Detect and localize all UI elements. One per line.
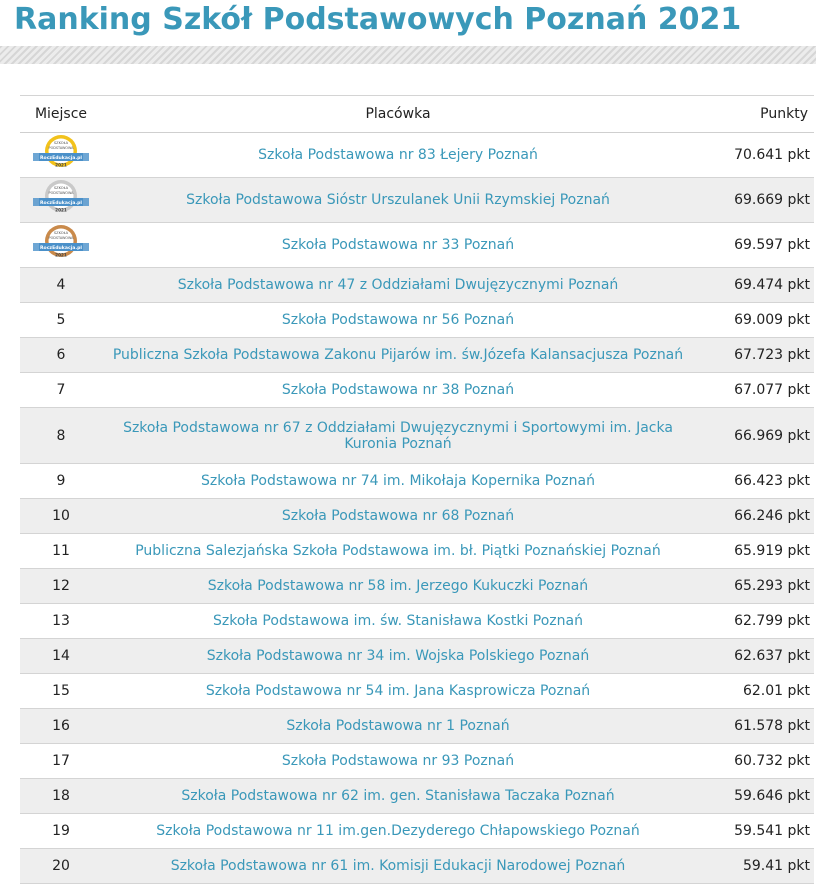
school-cell [102, 604, 694, 639]
table-row [20, 178, 814, 223]
school-cell [102, 338, 694, 373]
school-cell [102, 779, 694, 814]
svg-text:SZKOŁA: SZKOŁA [53, 231, 69, 235]
page-title: Ranking Szkół Podstawowych Poznań 2021 [14, 2, 742, 37]
rank-cell [20, 674, 102, 709]
school-link[interactable]: Szkoła Podstawowa nr 11 im.gen.Dezyderego Chłapowskiego Poznań [156, 823, 640, 839]
svg-text:RoczEdukacja.pl: RoczEdukacja.pl [40, 201, 82, 206]
school-cell [102, 709, 694, 744]
rank-number: 15 [52, 683, 70, 699]
school-link[interactable]: Szkoła Podstawowa nr 83 Łejery Poznań [258, 147, 538, 163]
svg-text:2021: 2021 [55, 162, 67, 168]
rank-number: 12 [52, 578, 70, 594]
table-row [20, 849, 814, 884]
rank-number: 17 [52, 753, 70, 769]
points-cell: 62.01 pkt [694, 674, 814, 709]
school-cell [102, 303, 694, 338]
svg-text:PODSTAWOWA: PODSTAWOWA [48, 236, 74, 240]
table-header-row [20, 96, 814, 133]
school-link[interactable]: Szkoła Podstawowa nr 62 im. gen. Stanisława Taczaka Poznań [181, 788, 615, 804]
school-link[interactable]: Szkoła Podstawowa nr 33 Poznań [281, 237, 515, 253]
rank-number: 11 [52, 543, 70, 559]
school-link[interactable]: Szkoła Podstawowa nr 34 im. Wojska Polskiego Poznań [206, 648, 590, 664]
points-cell: 67.723 pkt [694, 338, 814, 373]
rank-number: 6 [56, 347, 66, 363]
table-row [20, 408, 814, 464]
school-cell [102, 268, 694, 303]
school-cell [102, 464, 694, 499]
rank-number: 5 [56, 312, 66, 328]
points-cell: 61.578 pkt [694, 709, 814, 744]
rank-number: 9 [56, 473, 66, 489]
school-link[interactable]: Szkoła Podstawowa nr 93 Poznań [281, 753, 515, 769]
rank-number: 13 [52, 613, 70, 629]
points-cell: 69.669 pkt [694, 178, 814, 223]
rank-cell [20, 499, 102, 534]
school-link[interactable]: Publiczna Szkoła Podstawowa Zakonu Pijarów im. św.Józefa Kalansacjusza Poznań [112, 347, 684, 363]
svg-text:2021: 2021 [55, 252, 67, 258]
svg-text:RoczEdukacja.pl: RoczEdukacja.pl [40, 156, 82, 161]
points-cell: 62.799 pkt [694, 604, 814, 639]
table-row [20, 744, 814, 779]
column-header-points: Punkty [694, 96, 814, 133]
rank-number: 19 [52, 823, 70, 839]
school-link[interactable]: Szkoła Podstawowa nr 38 Poznań [281, 382, 515, 398]
table-row [20, 499, 814, 534]
school-cell [102, 639, 694, 674]
table-row [20, 709, 814, 744]
school-cell [102, 408, 694, 464]
points-cell: 67.077 pkt [694, 373, 814, 408]
gold-medal-icon [31, 133, 91, 177]
rank-number: 14 [52, 648, 70, 664]
school-cell [102, 133, 694, 178]
rank-cell [20, 373, 102, 408]
table-row [20, 133, 814, 178]
ranking-table [20, 95, 814, 884]
school-cell [102, 373, 694, 408]
rank-cell [20, 133, 102, 178]
school-cell [102, 814, 694, 849]
school-cell [102, 744, 694, 779]
table-row [20, 814, 814, 849]
rank-cell [20, 709, 102, 744]
table-row [20, 373, 814, 408]
table-row [20, 674, 814, 709]
school-link[interactable]: Szkoła Podstawowa nr 61 im. Komisji Edukacji Narodowej Poznań [170, 858, 626, 874]
bronze-medal-icon [31, 223, 91, 267]
school-link[interactable]: Szkoła Podstawowa nr 1 Poznań [286, 718, 510, 734]
column-header-place: Placówka [102, 96, 694, 133]
rank-cell [20, 639, 102, 674]
school-link[interactable]: Szkoła Podstawowa nr 54 im. Jana Kasprowicza Poznań [205, 683, 591, 699]
ranking-table-body [20, 133, 814, 884]
points-cell: 62.637 pkt [694, 639, 814, 674]
points-cell: 65.293 pkt [694, 569, 814, 604]
rank-number: 16 [52, 718, 70, 734]
rank-number: 4 [56, 277, 66, 293]
school-link[interactable]: Szkoła Podstawowa Sióstr Urszulanek Unii Rzymskiej Poznań [186, 192, 610, 208]
table-row [20, 604, 814, 639]
points-cell: 66.246 pkt [694, 499, 814, 534]
rank-cell [20, 604, 102, 639]
rank-number: 18 [52, 788, 70, 804]
school-link[interactable]: Szkoła Podstawowa nr 74 im. Mikołaja Kopernika Poznań [201, 473, 595, 489]
school-link[interactable]: Szkoła Podstawowa nr 67 z Oddziałami Dwujęzycznymi i Sportowymi im. Jacka Kuronia Poznań [123, 419, 673, 452]
svg-text:2021: 2021 [55, 207, 67, 213]
table-row [20, 303, 814, 338]
decorative-stripe [0, 46, 816, 64]
points-cell: 69.009 pkt [694, 303, 814, 338]
school-link[interactable]: Szkoła Podstawowa nr 68 Poznań [281, 508, 515, 524]
svg-text:RoczEdukacja.pl: RoczEdukacja.pl [40, 246, 82, 251]
table-row [20, 639, 814, 674]
points-cell: 59.541 pkt [694, 814, 814, 849]
rank-number: 7 [56, 382, 66, 398]
school-cell [102, 178, 694, 223]
table-row [20, 268, 814, 303]
rank-cell [20, 268, 102, 303]
points-cell: 66.969 pkt [694, 408, 814, 464]
column-header-rank: Miejsce [20, 96, 102, 133]
points-cell: 70.641 pkt [694, 133, 814, 178]
svg-text:SZKOŁA: SZKOŁA [53, 186, 69, 190]
school-link[interactable]: Szkoła Podstawowa nr 56 Poznań [281, 312, 515, 328]
school-cell [102, 223, 694, 268]
rank-cell [20, 744, 102, 779]
points-cell: 59.41 pkt [694, 849, 814, 884]
school-link[interactable]: Publiczna Salezjańska Szkoła Podstawowa im. bł. Piątki Poznańskiej Poznań [135, 543, 661, 559]
svg-text:SZKOŁA: SZKOŁA [53, 141, 69, 145]
rank-cell [20, 408, 102, 464]
rank-cell [20, 338, 102, 373]
rank-cell [20, 849, 102, 884]
svg-text:PODSTAWOWA: PODSTAWOWA [48, 191, 74, 195]
school-cell [102, 534, 694, 569]
school-link[interactable]: Szkoła Podstawowa im. św. Stanisława Kostki Poznań [213, 613, 583, 629]
table-row [20, 779, 814, 814]
school-link[interactable]: Szkoła Podstawowa nr 47 z Oddziałami Dwujęzycznymi Poznań [177, 277, 619, 293]
rank-cell [20, 303, 102, 338]
table-row [20, 338, 814, 373]
rank-cell [20, 814, 102, 849]
rank-number: 10 [52, 508, 70, 524]
points-cell: 59.646 pkt [694, 779, 814, 814]
table-row [20, 223, 814, 268]
rank-number: 8 [56, 427, 66, 444]
rank-cell [20, 569, 102, 604]
svg-text:PODSTAWOWA: PODSTAWOWA [48, 146, 74, 150]
school-cell [102, 849, 694, 884]
school-link[interactable]: Szkoła Podstawowa nr 58 im. Jerzego Kukuczki Poznań [207, 578, 589, 594]
points-cell: 69.597 pkt [694, 223, 814, 268]
rank-cell [20, 178, 102, 223]
rank-cell [20, 464, 102, 499]
rank-number: 20 [52, 858, 70, 874]
rank-cell [20, 534, 102, 569]
school-cell [102, 569, 694, 604]
rank-cell [20, 779, 102, 814]
school-cell [102, 499, 694, 534]
table-row [20, 534, 814, 569]
points-cell: 60.732 pkt [694, 744, 814, 779]
points-cell: 69.474 pkt [694, 268, 814, 303]
table-row [20, 569, 814, 604]
points-cell: 66.423 pkt [694, 464, 814, 499]
table-row [20, 464, 814, 499]
rank-cell [20, 223, 102, 268]
silver-medal-icon [31, 178, 91, 222]
school-cell [102, 674, 694, 709]
points-cell: 65.919 pkt [694, 534, 814, 569]
